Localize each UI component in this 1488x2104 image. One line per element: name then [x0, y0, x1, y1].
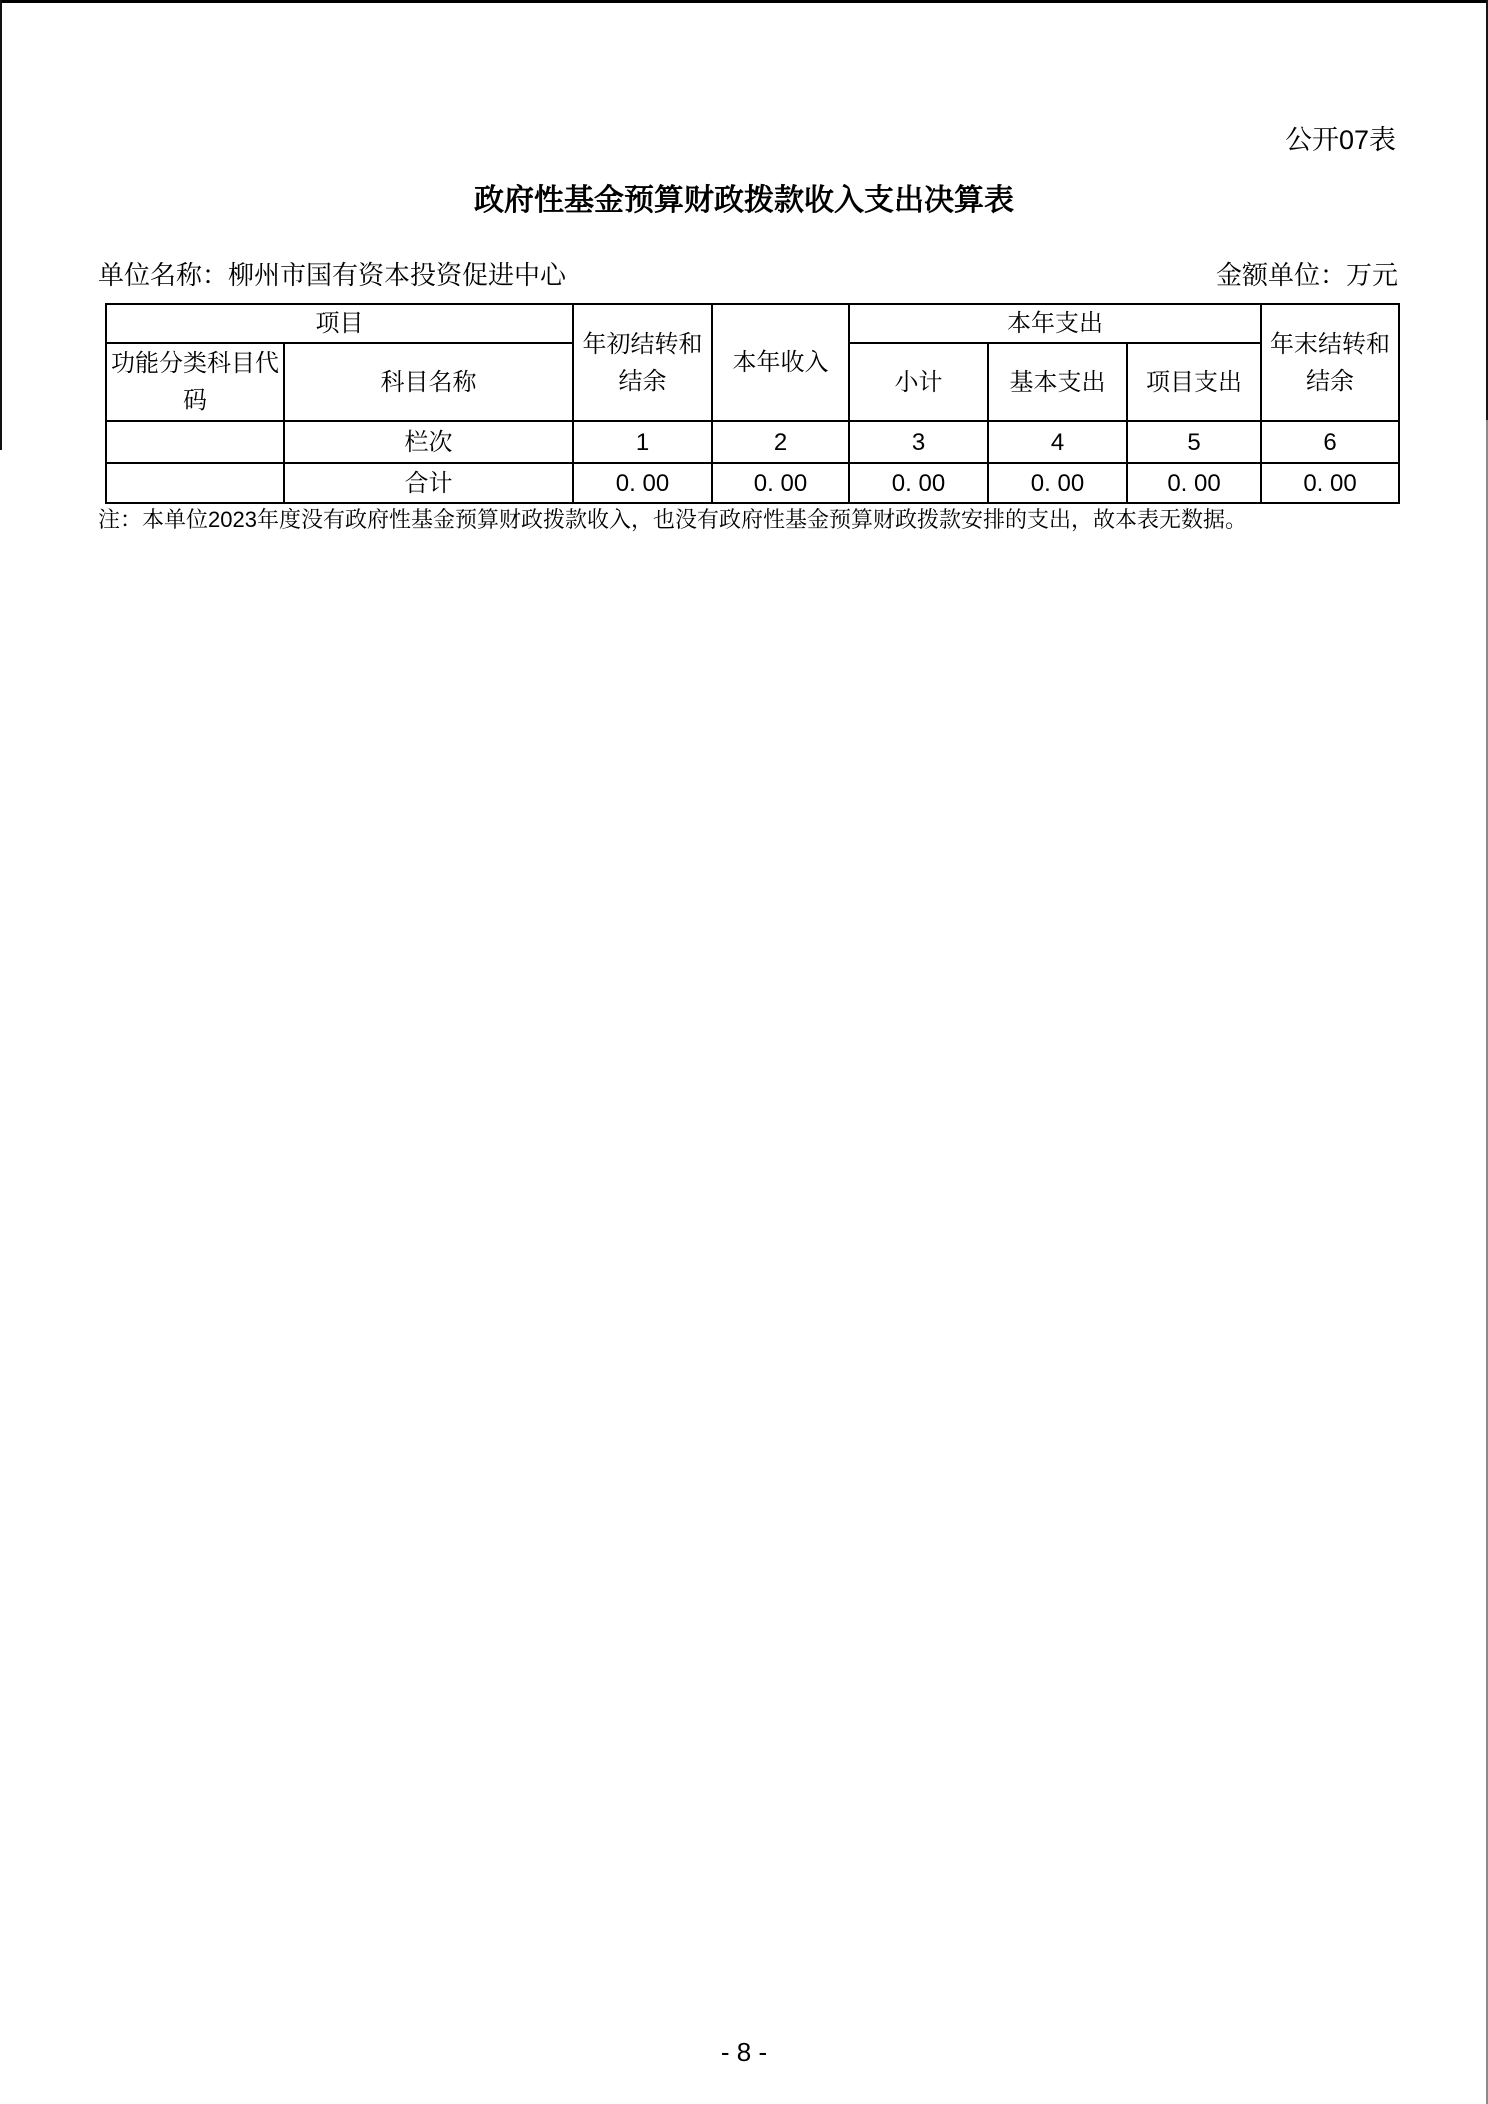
header-cell-subject-name: 科目名称 [284, 343, 573, 421]
unit-name-label: 单位名称：柳州市国有资本投资促进中心 [98, 260, 567, 290]
header-cell-project: 项目 [106, 304, 573, 343]
header-cell-year-income: 本年收入 [712, 304, 849, 421]
colindex-cell-6: 6 [1261, 421, 1399, 463]
page-top-edge [0, 0, 1488, 3]
header-cell-end-balance: 年末结转和结余 [1261, 304, 1399, 421]
header-cell-project-expense: 项目支出 [1127, 343, 1261, 421]
page-number: - 8 - [720, 2037, 768, 2067]
total-label-cell: 合计 [284, 463, 573, 503]
colindex-cell-2: 2 [712, 421, 849, 463]
total-value-3: 0. 00 [849, 463, 988, 503]
total-value-1: 0. 00 [573, 463, 712, 503]
table-row [106, 421, 1399, 463]
header-cell-basic-expense: 基本支出 [988, 343, 1127, 421]
header-cell-func-code: 功能分类科目代码 [106, 343, 284, 421]
total-value-6: 0. 00 [1261, 463, 1399, 503]
total-empty-cell [106, 463, 284, 503]
colindex-cell-1: 1 [573, 421, 712, 463]
total-value-2: 0. 00 [712, 463, 849, 503]
table-row [106, 463, 1399, 503]
table-note: 注：本单位2023年度没有政府性基金预算财政拨款收入，也没有政府性基金预算财政拨款安排的支出，故本表无数据。 [98, 507, 1247, 532]
colindex-label-cell: 栏次 [284, 421, 573, 463]
total-value-5: 0. 00 [1127, 463, 1261, 503]
colindex-cell-5: 5 [1127, 421, 1261, 463]
page-left-edge [0, 0, 2, 450]
colindex-cell-4: 4 [988, 421, 1127, 463]
table-row [106, 304, 1399, 343]
page-title: 政府性基金预算财政拨款收入支出决算表 [474, 184, 1014, 217]
amount-unit-label: 金额单位：万元 [1215, 260, 1398, 290]
header-cell-year-expense: 本年支出 [849, 304, 1261, 343]
colindex-empty-cell [106, 421, 284, 463]
budget-table [105, 303, 1400, 504]
header-cell-subtotal: 小计 [849, 343, 988, 421]
total-value-4: 0. 00 [988, 463, 1127, 503]
form-code-label: 公开07表 [1284, 125, 1396, 155]
header-cell-begin-balance: 年初结转和结余 [573, 304, 712, 421]
table-info-row [98, 258, 1398, 292]
colindex-cell-3: 3 [849, 421, 988, 463]
